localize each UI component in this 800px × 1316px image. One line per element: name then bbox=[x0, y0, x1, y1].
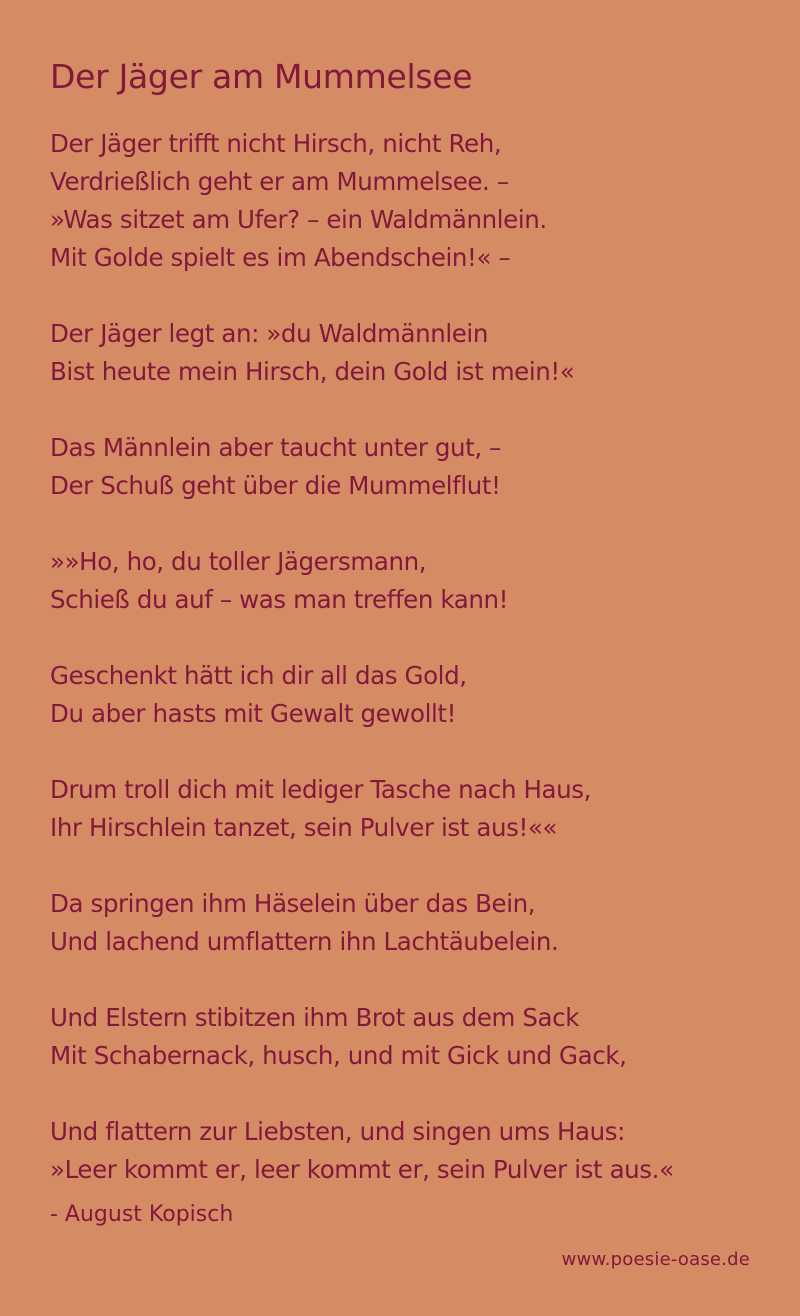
poem-line: Und flattern zur Liebsten, und singen ums Haus: bbox=[50, 1117, 625, 1146]
poem-line: »»Ho, ho, du toller Jägersmann, bbox=[50, 547, 427, 576]
poem-line: Du aber hasts mit Gewalt gewollt! bbox=[50, 699, 457, 728]
stanza bbox=[50, 429, 770, 505]
poem-line: Ihr Hirschlein tanzet, sein Pulver ist aus!«« bbox=[50, 813, 558, 842]
poem-line: »Was sitzet am Ufer? – ein Waldmännlein. bbox=[50, 205, 547, 234]
poem-line: Mit Golde spielt es im Abendschein!« – bbox=[50, 243, 511, 272]
poem-line: Das Männlein aber taucht unter gut, – bbox=[50, 433, 501, 462]
stanza bbox=[50, 771, 770, 847]
website-url: www.poesie-oase.de bbox=[561, 1249, 750, 1270]
poem-line: Und Elstern stibitzen ihm Brot aus dem Sack bbox=[50, 1003, 579, 1032]
stanza bbox=[50, 885, 770, 961]
poem-line: Drum troll dich mit lediger Tasche nach Haus, bbox=[50, 775, 591, 804]
poem-line: Da springen ihm Häselein über das Bein, bbox=[50, 889, 536, 918]
stanza bbox=[50, 315, 770, 391]
poem-author: - August Kopisch bbox=[50, 1202, 234, 1227]
stanza bbox=[50, 657, 770, 733]
poem-line: Geschenkt hätt ich dir all das Gold, bbox=[50, 661, 467, 690]
poem-title: Der Jäger am Mummelsee bbox=[50, 57, 473, 96]
stanza bbox=[50, 125, 770, 277]
stanza bbox=[50, 999, 770, 1075]
stanza bbox=[50, 543, 770, 619]
poem-body bbox=[50, 125, 770, 1227]
poem-line: Schieß du auf – was man treffen kann! bbox=[50, 585, 509, 614]
poem-line: Der Jäger legt an: »du Waldmännlein bbox=[50, 319, 488, 348]
poem-line: Und lachend umflattern ihn Lachtäubelein. bbox=[50, 927, 559, 956]
stanza bbox=[50, 1113, 770, 1189]
poem-line: »Leer kommt er, leer kommt er, sein Pulver ist aus.« bbox=[50, 1155, 674, 1184]
poem-line: Bist heute mein Hirsch, dein Gold ist mein!« bbox=[50, 357, 575, 386]
poem-line: Verdrießlich geht er am Mummelsee. – bbox=[50, 167, 509, 196]
poem-line: Mit Schabernack, husch, und mit Gick und Gack, bbox=[50, 1041, 627, 1070]
poem-line: Der Schuß geht über die Mummelflut! bbox=[50, 471, 501, 500]
poem-line: Der Jäger trifft nicht Hirsch, nicht Reh, bbox=[50, 129, 502, 158]
